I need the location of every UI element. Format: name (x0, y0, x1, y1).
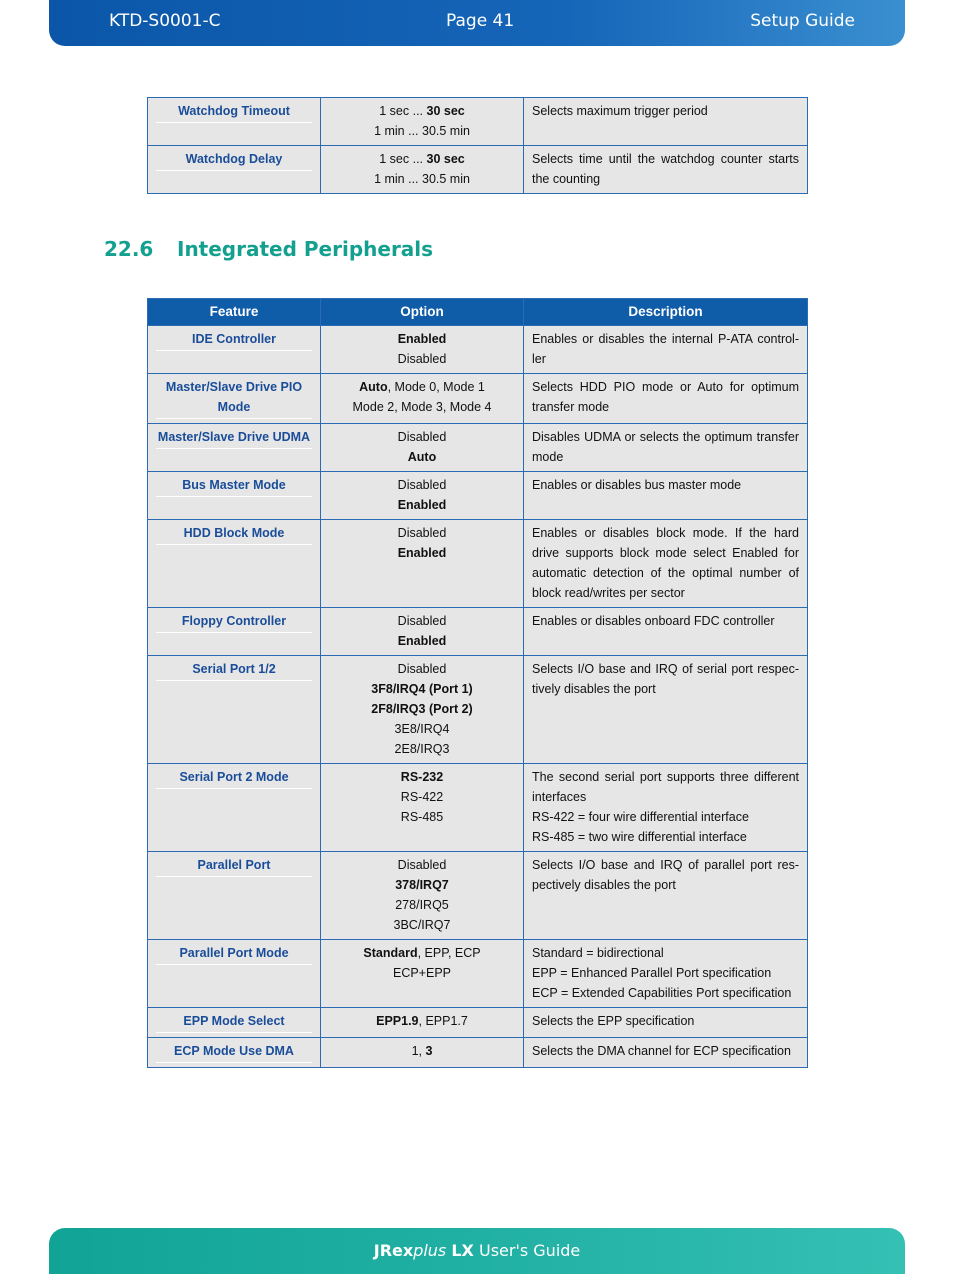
table-row (148, 940, 808, 1008)
feature-cell (148, 146, 321, 194)
option-line (329, 895, 515, 915)
option-text: Disabled (397, 662, 447, 676)
option-default: Enabled (397, 634, 447, 648)
description-cell (524, 98, 808, 146)
option-cell (321, 98, 524, 146)
feature-label: IDE Controller (156, 329, 312, 351)
description-cell (524, 374, 808, 424)
option-line (329, 719, 515, 739)
table-row (148, 424, 808, 472)
option-text: RS-422 (400, 790, 444, 804)
option-text: Disabled (397, 858, 447, 872)
section-title: Integrated Peripherals (177, 237, 434, 261)
feature-label: Parallel Port Mode (156, 943, 312, 965)
document-id: KTD-S0001-C (109, 11, 221, 31)
option-line (329, 523, 515, 543)
feature-cell (148, 520, 321, 608)
option-default: 30 sec (426, 104, 465, 118)
table-row (148, 1008, 808, 1038)
description-text: Selects maximum trigger period (532, 104, 708, 118)
option-line (329, 447, 515, 467)
option-cell (321, 146, 524, 194)
feature-cell (148, 852, 321, 940)
option-text: Disabled (397, 478, 447, 492)
option-cell (321, 424, 524, 472)
option-line (329, 679, 515, 699)
feature-label: EPP Mode Select (156, 1011, 312, 1033)
description-line: RS-422 = four wire differential interface (532, 810, 749, 824)
section-heading (104, 237, 433, 261)
table-row (148, 656, 808, 764)
description-text: Enables or disables the internal P-ATA control-ler (532, 332, 799, 366)
description-cell (524, 1008, 808, 1038)
option-cell (321, 326, 524, 374)
description-line: The second serial port supports three different interfaces (532, 770, 799, 804)
option-text: Disabled (397, 526, 447, 540)
option-default: Auto (407, 450, 437, 464)
footer-brand: JRex (373, 1241, 414, 1260)
option-text: 1, (411, 1044, 426, 1058)
description-cell (524, 146, 808, 194)
header-option: Option (321, 299, 524, 326)
footer-brand-lx: LX (451, 1241, 474, 1260)
description-cell (524, 1038, 808, 1068)
description-cell (524, 940, 808, 1008)
option-default: 3 (425, 1044, 433, 1058)
feature-cell (148, 608, 321, 656)
option-default: Standard (363, 946, 418, 960)
table-row (148, 472, 808, 520)
feature-label: Watchdog Delay (156, 149, 312, 171)
section-number: 22.6 (104, 237, 154, 261)
option-line (329, 1041, 515, 1061)
header-description: Description (524, 299, 808, 326)
description-text: Selects I/O base and IRQ of serial port respec-tively disables the port (532, 662, 799, 696)
option-cell (321, 764, 524, 852)
option-cell (321, 1008, 524, 1038)
feature-cell (148, 1038, 321, 1068)
option-default: Auto (359, 380, 388, 394)
option-line (329, 943, 515, 963)
description-cell (524, 656, 808, 764)
option-cell (321, 1038, 524, 1068)
feature-label: Serial Port 1/2 (156, 659, 312, 681)
feature-cell (148, 374, 321, 424)
option-text: Mode 2, Mode 3, Mode 4 (352, 400, 492, 414)
footer-suffix: User's Guide (478, 1241, 581, 1260)
option-text: 2E8/IRQ3 (394, 742, 450, 756)
description-text: Selects the EPP specification (532, 1014, 695, 1028)
feature-label: Master/Slave Drive PIO Mode (156, 377, 312, 419)
option-line (329, 495, 515, 515)
description-cell (524, 608, 808, 656)
feature-cell (148, 1008, 321, 1038)
option-default: 3F8/IRQ4 (Port 1) (371, 682, 473, 696)
feature-label: ECP Mode Use DMA (156, 1041, 312, 1063)
page-number: Page 41 (446, 11, 515, 31)
option-line: 1 min ... 30.5 min (374, 124, 470, 138)
table-header-row (148, 299, 808, 326)
option-line (329, 475, 515, 495)
option-line (329, 543, 515, 563)
option-line (329, 855, 515, 875)
feature-cell (148, 940, 321, 1008)
option-text: ECP+EPP (392, 966, 451, 980)
feature-label: Serial Port 2 Mode (156, 767, 312, 789)
description-cell (524, 472, 808, 520)
option-text: Disabled (397, 430, 447, 444)
option-line: 1 min ... 30.5 min (374, 172, 470, 186)
feature-label: Floppy Controller (156, 611, 312, 633)
description-text: Selects time until the watchdog counter starts the counting (532, 152, 799, 186)
option-line (329, 767, 515, 787)
option-default: Enabled (397, 332, 447, 346)
feature-cell (148, 656, 321, 764)
description-line: Standard = bidirectional (532, 946, 664, 960)
option-text: 1 sec ... (379, 104, 427, 118)
option-line (329, 915, 515, 935)
description-line: EPP = Enhanced Parallel Port specification (532, 966, 772, 980)
option-cell (321, 656, 524, 764)
option-default: 378/IRQ7 (395, 878, 449, 892)
table-row (148, 764, 808, 852)
option-text: Disabled (397, 614, 447, 628)
feature-cell (148, 424, 321, 472)
option-line (329, 963, 515, 983)
option-line (329, 611, 515, 631)
option-text: , Mode 0, Mode 1 (387, 380, 485, 394)
watchdog-table (147, 97, 808, 194)
guide-title: Setup Guide (750, 11, 855, 31)
option-cell (321, 472, 524, 520)
description-text: Selects the DMA channel for ECP specification (532, 1044, 791, 1058)
feature-label: HDD Block Mode (156, 523, 312, 545)
option-cell (321, 374, 524, 424)
feature-label: Master/Slave Drive UDMA (156, 427, 312, 449)
option-line (329, 875, 515, 895)
option-default: 2F8/IRQ3 (Port 2) (371, 702, 473, 716)
option-default: EPP1.9 (376, 1014, 419, 1028)
description-cell (524, 424, 808, 472)
option-line (329, 101, 515, 121)
option-line (329, 1011, 515, 1031)
footer-brand-italic: plus (413, 1241, 447, 1260)
option-cell (321, 852, 524, 940)
table-row (148, 98, 808, 146)
page-footer (49, 1228, 905, 1274)
option-default: RS-232 (400, 770, 444, 784)
option-cell (321, 608, 524, 656)
description-cell (524, 326, 808, 374)
option-line (329, 807, 515, 827)
feature-cell (148, 326, 321, 374)
page-header (49, 0, 905, 46)
option-line (329, 349, 515, 369)
feature-label: Bus Master Mode (156, 475, 312, 497)
option-text: 278/IRQ5 (395, 898, 449, 912)
option-line (329, 149, 515, 169)
option-line (329, 631, 515, 651)
feature-cell (148, 472, 321, 520)
option-default: 30 sec (426, 152, 465, 166)
header-feature: Feature (148, 299, 321, 326)
description-cell (524, 852, 808, 940)
option-line (329, 787, 515, 807)
table-row (148, 146, 808, 194)
option-text: 3BC/IRQ7 (393, 918, 451, 932)
description-text: Selects HDD PIO mode or Auto for optimum transfer mode (532, 380, 799, 414)
option-text: 1 sec ... (379, 152, 427, 166)
option-text: 3E8/IRQ4 (394, 722, 450, 736)
description-text: Enables or disables block mode. If the hard drive supports block mode select Enabled for automatic detection of the optimal number of block read/writes per sector (532, 526, 799, 600)
feature-label: Parallel Port (156, 855, 312, 877)
table-row (148, 1038, 808, 1068)
option-line (329, 397, 515, 417)
description-line: RS-485 = two wire differential interface (532, 830, 747, 844)
description-cell (524, 764, 808, 852)
peripherals-table (147, 298, 808, 1068)
footer-title (49, 1241, 905, 1260)
option-cell (321, 940, 524, 1008)
description-text: Enables or disables bus master mode (532, 478, 742, 492)
option-text: , EPP1.7 (418, 1014, 468, 1028)
table-row (148, 608, 808, 656)
table-row (148, 374, 808, 424)
feature-cell (148, 764, 321, 852)
description-text: Enables or disables onboard FDC controller (532, 614, 775, 628)
option-cell (321, 520, 524, 608)
table-row (148, 520, 808, 608)
option-text: Disabled (397, 352, 447, 366)
option-line (329, 329, 515, 349)
option-default: Enabled (397, 498, 447, 512)
option-default: Enabled (397, 546, 447, 560)
option-line (329, 427, 515, 447)
table-row (148, 326, 808, 374)
description-line: ECP = Extended Capabilities Port specification (532, 986, 792, 1000)
option-line (329, 699, 515, 719)
table-row (148, 852, 808, 940)
feature-cell (148, 98, 321, 146)
option-text: , EPP, ECP (417, 946, 481, 960)
description-cell (524, 520, 808, 608)
feature-label: Watchdog Timeout (156, 101, 312, 123)
option-line (329, 659, 515, 679)
option-text: RS-485 (400, 810, 444, 824)
option-line (329, 739, 515, 759)
description-text: Selects I/O base and IRQ of parallel port res-pectively disables the port (532, 858, 799, 892)
description-text: Disables UDMA or selects the optimum transfer mode (532, 430, 799, 464)
option-line (329, 377, 515, 397)
